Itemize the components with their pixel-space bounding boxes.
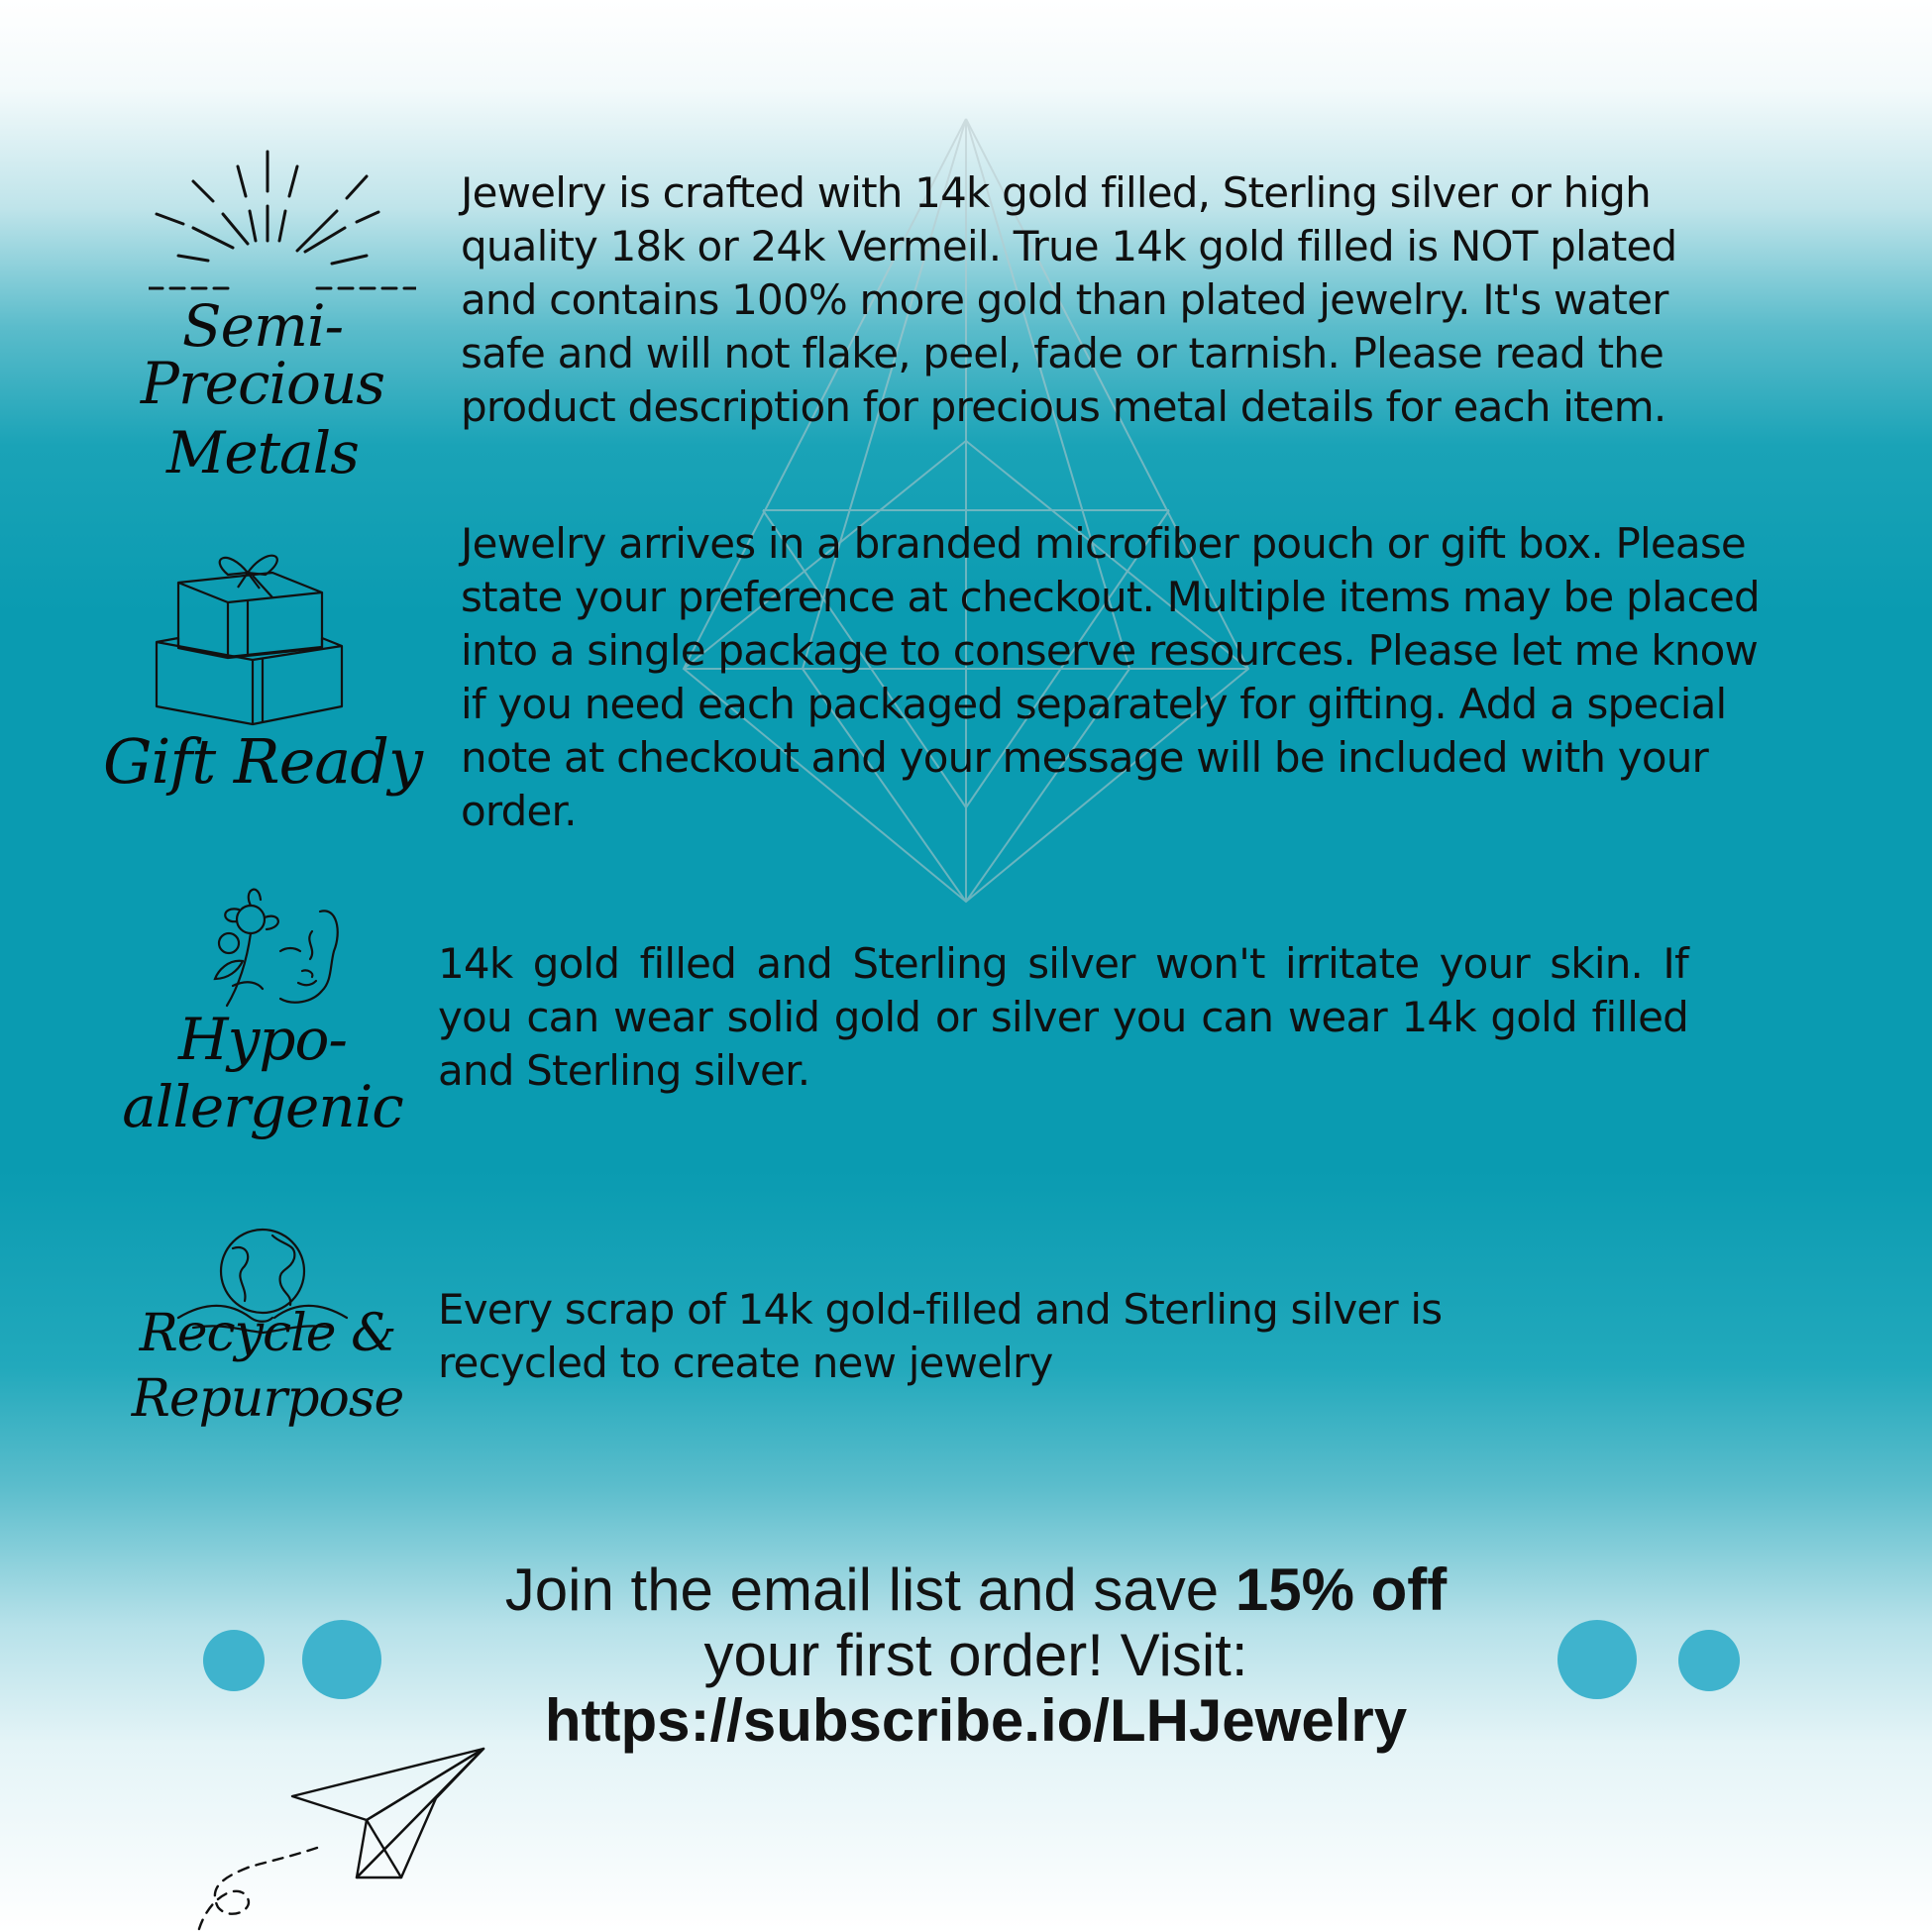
feature-label-line2: Metals [166,419,359,486]
subscribe-link[interactable]: https://subscribe.io/LHJewelry [544,1687,1408,1754]
gift-boxes-icon [149,543,357,726]
cta-line1 [396,1557,1556,1623]
feature-label-line1: Semi-Precious [140,292,385,417]
feature-label-line1: Recycle & [139,1304,396,1363]
cta-line2: your first order! Visit: [703,1622,1248,1688]
feature-label-line1: Gift Ready [103,725,422,798]
feature-label [109,1006,416,1140]
decor-dot [1678,1630,1740,1691]
feature-description: Jewelry is crafted with 14k gold filled, Sterling silver or high quality 18k or 24k Vermeil. True 14k gold filled is NOT plated and contains 100% more gold than plated jewelry. It's water safe and will not flake, peel, fade or tarnish. Please read the product description for precious metal details for each item. [461,168,1677,431]
sunburst-icon [149,147,416,295]
feature-description: 14k gold filled and Sterling silver won't irritate your skin. If you can wear solid gold or silver you can wear 14k gold filled and Sterling silver. [438,939,1688,1095]
paper-plane-icon [168,1739,495,1932]
cta-discount: 15% off [1234,1556,1448,1623]
cta-line1-text: Join the email list and save [504,1556,1235,1623]
feature-description: Jewelry arrives in a branded microfiber pouch or gift box. Please state your preference at checkout. Multiple items may be placed into a single package to conserve resources. Please let me know if you need each packaged separately for gifting. Add a special note at checkout and your message will be included with your order. [461,519,1760,835]
feature-description: Every scrap of 14k gold-filled and Sterling silver is recycled to create new jewelry [438,1285,1443,1387]
email-signup-cta [396,1557,1556,1754]
feature-label-line2: allergenic [122,1073,403,1140]
feature-label [94,292,431,486]
feature-label [129,1304,406,1429]
feature-label [99,725,426,798]
face-flower-icon [203,872,352,1020]
decor-dot [1557,1620,1637,1699]
feature-label-line1: Hypo- [178,1006,347,1073]
feature-label-line2: Repurpose [131,1369,404,1429]
decor-dot [302,1620,381,1699]
decor-dot [203,1630,265,1691]
